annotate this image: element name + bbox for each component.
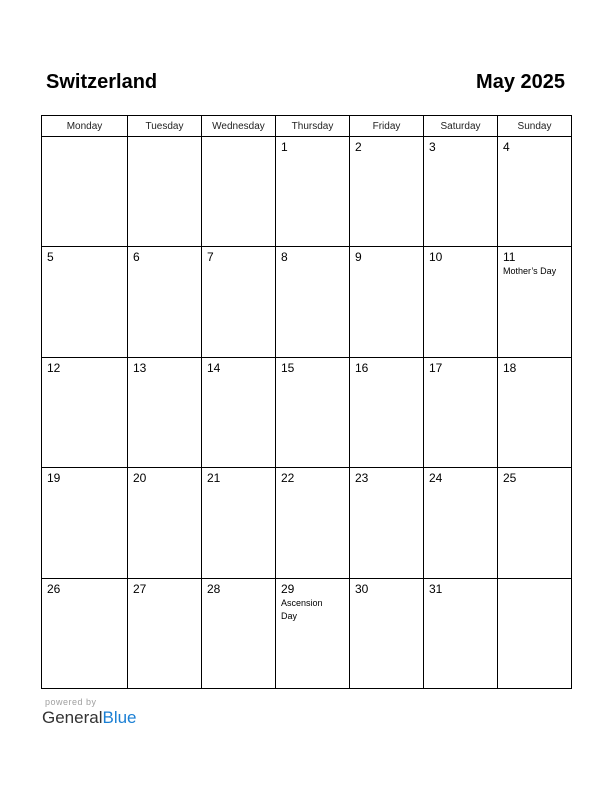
day-number: 13 — [133, 360, 147, 375]
day-cell-empty — [128, 137, 202, 247]
weekday-header-thursday: Thursday — [276, 116, 350, 137]
calendar-country-title: Switzerland — [46, 71, 158, 93]
brand-blue-text: Blue — [102, 708, 137, 727]
day-cell — [202, 247, 276, 357]
week-row — [42, 578, 572, 688]
holiday-label: Ascension Day — [281, 597, 323, 621]
day-cell-holiday — [498, 247, 572, 357]
weekday-header-row — [42, 116, 572, 137]
calendar-month-title: May 2025 — [476, 71, 565, 93]
generalblue-logo[interactable] — [42, 708, 137, 728]
day-number: 18 — [503, 360, 517, 375]
powered-by-label: powered by — [45, 697, 97, 707]
day-cell — [424, 357, 498, 467]
day-cell-empty — [42, 137, 128, 247]
day-number: 16 — [355, 360, 369, 375]
day-number: 24 — [429, 471, 443, 486]
day-cell-empty — [498, 578, 572, 688]
day-number: 27 — [133, 581, 147, 596]
holiday-label: Mother’s Day — [503, 266, 557, 277]
brand-general-text: General — [42, 708, 103, 727]
day-number: 8 — [281, 250, 288, 265]
day-number: 3 — [429, 140, 436, 154]
day-cell — [498, 137, 572, 247]
day-cell — [276, 357, 350, 467]
day-number: 19 — [47, 471, 61, 486]
day-number: 15 — [281, 360, 295, 375]
weekday-header-monday: Monday — [42, 116, 128, 137]
day-cell — [42, 468, 128, 578]
day-cell — [276, 468, 350, 578]
day-number: 29 — [281, 581, 295, 596]
weekday-header-sunday: Sunday — [498, 116, 572, 137]
day-cell — [202, 468, 276, 578]
day-number: 9 — [355, 250, 362, 265]
calendar-grid — [41, 115, 572, 689]
day-number: 4 — [503, 140, 510, 154]
day-cell — [350, 137, 424, 247]
day-cell — [498, 468, 572, 578]
day-number: 12 — [47, 360, 61, 375]
day-number: 11 — [503, 250, 516, 265]
day-number: 10 — [429, 250, 443, 265]
day-number: 7 — [207, 250, 214, 265]
day-number: 23 — [355, 471, 369, 486]
day-cell — [350, 357, 424, 467]
day-cell — [42, 247, 128, 357]
day-cell — [42, 357, 128, 467]
day-cell — [350, 247, 424, 357]
week-row — [42, 468, 572, 578]
day-number: 31 — [429, 581, 443, 596]
day-cell — [128, 247, 202, 357]
weekday-header-saturday: Saturday — [424, 116, 498, 137]
day-number: 14 — [207, 360, 221, 375]
day-cell — [202, 578, 276, 688]
day-number: 28 — [207, 581, 221, 596]
day-cell — [128, 578, 202, 688]
weekday-header-wednesday: Wednesday — [202, 116, 276, 137]
weekday-header-friday: Friday — [350, 116, 424, 137]
day-cell — [424, 247, 498, 357]
week-row — [42, 247, 572, 357]
day-cell — [350, 578, 424, 688]
day-number: 21 — [207, 471, 221, 486]
day-cell — [350, 468, 424, 578]
day-number: 30 — [355, 581, 369, 596]
day-cell — [424, 578, 498, 688]
day-number: 2 — [355, 140, 362, 154]
day-number: 26 — [47, 581, 61, 596]
day-number: 1 — [281, 140, 288, 154]
day-cell — [128, 468, 202, 578]
week-row — [42, 137, 572, 247]
day-number: 25 — [503, 471, 517, 486]
day-number: 17 — [429, 360, 443, 375]
day-cell — [276, 247, 350, 357]
day-number: 6 — [133, 250, 140, 265]
day-number: 22 — [281, 471, 295, 486]
day-cell — [276, 137, 350, 247]
day-cell — [424, 137, 498, 247]
day-number: 5 — [47, 250, 54, 265]
day-cell — [498, 357, 572, 467]
day-cell-holiday — [276, 578, 350, 688]
day-cell — [128, 357, 202, 467]
day-cell-empty — [202, 137, 276, 247]
day-cell — [424, 468, 498, 578]
weekday-header-tuesday: Tuesday — [128, 116, 202, 137]
day-cell — [202, 357, 276, 467]
day-cell — [42, 578, 128, 688]
week-row — [42, 357, 572, 467]
day-number: 20 — [133, 471, 147, 486]
